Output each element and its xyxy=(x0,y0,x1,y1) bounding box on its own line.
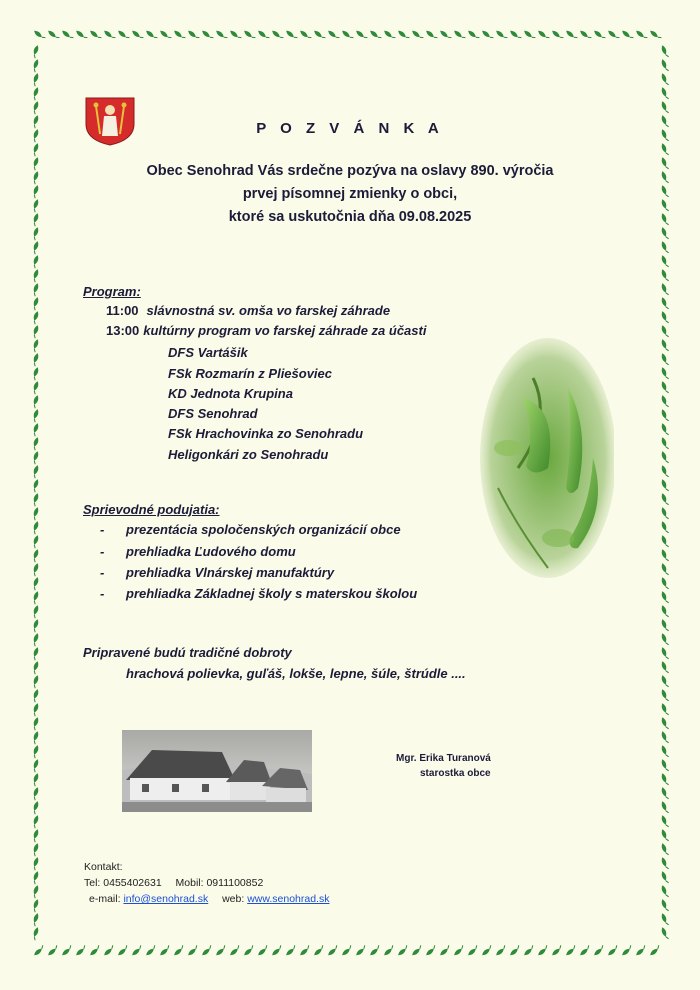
performer-item: FSk Hrachovinka zo Senohradu xyxy=(168,426,364,441)
program-text: slávnostná sv. omša vo farskej záhrade xyxy=(146,303,391,318)
border-leaf xyxy=(229,29,242,40)
border-leaf xyxy=(523,29,536,40)
border-leaf xyxy=(31,675,39,689)
border-leaf xyxy=(660,717,668,731)
border-leaf xyxy=(145,945,158,956)
border-leaf xyxy=(117,29,130,40)
border-leaf xyxy=(31,857,39,871)
border-leaf xyxy=(31,45,39,59)
border-leaf xyxy=(495,29,508,40)
border-leaf xyxy=(89,29,102,40)
border-leaf xyxy=(31,843,39,857)
border-leaf xyxy=(31,353,39,367)
event-item xyxy=(100,586,417,601)
event-text: prehliadka Vlnárskej manufaktúry xyxy=(126,565,335,580)
border-leaf xyxy=(159,945,172,956)
border-leaf xyxy=(31,605,39,619)
border-leaf xyxy=(31,731,39,745)
border-leaf xyxy=(439,945,452,956)
border-leaf xyxy=(660,507,668,521)
border-leaf xyxy=(159,29,172,40)
border-leaf xyxy=(607,29,620,40)
border-leaf xyxy=(660,661,668,675)
border-leaf xyxy=(660,619,668,633)
border-leaf xyxy=(660,591,668,605)
border-leaf xyxy=(411,945,424,956)
tel-value: 0455402631 xyxy=(103,877,162,889)
border-leaf xyxy=(565,945,578,956)
event-text: prehliadka Základnej školy s materskou školou xyxy=(126,586,418,601)
border-leaf xyxy=(299,29,312,40)
contact-phones xyxy=(84,877,263,889)
border-leaf xyxy=(355,29,368,40)
border-leaf xyxy=(660,885,668,899)
border-leaf xyxy=(660,787,668,801)
bullet: - xyxy=(100,586,105,601)
border-leaf xyxy=(660,605,668,619)
contact-heading: Kontakt: xyxy=(84,861,123,873)
border-leaf xyxy=(285,29,298,40)
border-leaf xyxy=(660,689,668,703)
performer-item: KD Jednota Krupina xyxy=(168,386,293,401)
border-leaf xyxy=(660,913,668,927)
border-leaf xyxy=(31,829,39,843)
border-leaf xyxy=(425,945,438,956)
border-leaf xyxy=(660,101,668,115)
border-leaf xyxy=(660,59,668,73)
program-time: 13:00 xyxy=(106,323,140,338)
border-leaf xyxy=(660,871,668,885)
border-leaf xyxy=(33,29,46,40)
border-leaf xyxy=(660,493,668,507)
border-leaf xyxy=(31,703,39,717)
border-leaf xyxy=(31,535,39,549)
border-leaf xyxy=(173,945,186,956)
border-leaf xyxy=(31,815,39,829)
border-leaf xyxy=(31,507,39,521)
border-leaf xyxy=(453,29,466,40)
border-leaf xyxy=(579,29,592,40)
performer-item: DFS Vartášik xyxy=(168,345,248,360)
border-leaf xyxy=(31,297,39,311)
border-leaf xyxy=(660,143,668,157)
border-leaf xyxy=(551,29,564,40)
event-item xyxy=(100,565,334,580)
border-leaf xyxy=(481,29,494,40)
event-item xyxy=(100,544,296,559)
border-leaf xyxy=(187,29,200,40)
border-leaf xyxy=(660,437,668,451)
border-leaf xyxy=(31,311,39,325)
border-leaf xyxy=(579,945,592,956)
performer-item: FSk Rozmarín z Pliešoviec xyxy=(168,366,333,381)
food-list: hrachová polievka, guľáš, lokše, lepne, šúle, štrúdle .... xyxy=(126,666,466,681)
border-leaf xyxy=(257,945,270,956)
border-leaf xyxy=(31,269,39,283)
border-leaf xyxy=(173,29,186,40)
border-leaf xyxy=(31,745,39,759)
border-leaf xyxy=(660,759,668,773)
border-leaf xyxy=(660,339,668,353)
mayor-role: starostka obce xyxy=(420,768,491,779)
event-text: prehliadka Ľudového domu xyxy=(126,544,296,559)
performer-item: DFS Senohrad xyxy=(168,406,258,421)
border-leaf xyxy=(537,29,550,40)
border-leaf xyxy=(187,945,200,956)
border-leaf xyxy=(327,945,340,956)
border-leaf xyxy=(31,773,39,787)
border-leaf xyxy=(621,945,634,956)
border-leaf xyxy=(660,325,668,339)
border-leaf xyxy=(660,843,668,857)
bullet: - xyxy=(100,565,105,580)
border-leaf xyxy=(341,945,354,956)
border-leaf xyxy=(660,549,668,563)
border-leaf xyxy=(660,731,668,745)
border-leaf xyxy=(31,409,39,423)
border-leaf xyxy=(660,45,668,59)
border-leaf xyxy=(89,945,102,956)
border-leaf xyxy=(31,87,39,101)
email-link[interactable]: info@senohrad.sk xyxy=(123,893,209,905)
border-leaf xyxy=(47,29,60,40)
border-leaf xyxy=(31,661,39,675)
border-leaf xyxy=(660,409,668,423)
border-leaf xyxy=(660,563,668,577)
border-leaf xyxy=(660,87,668,101)
border-leaf xyxy=(660,241,668,255)
border-leaf xyxy=(285,945,298,956)
border-leaf xyxy=(145,29,158,40)
border-leaf xyxy=(660,633,668,647)
page-title: P O Z V Á N K A xyxy=(256,120,444,137)
border-leaf xyxy=(103,945,116,956)
border-leaf xyxy=(31,591,39,605)
border-leaf xyxy=(660,535,668,549)
border-leaf xyxy=(271,29,284,40)
border-leaf xyxy=(31,871,39,885)
border-leaf xyxy=(31,255,39,269)
border-leaf xyxy=(31,59,39,73)
border-leaf xyxy=(509,29,522,40)
border-leaf xyxy=(31,521,39,535)
tel-label: Tel: xyxy=(84,877,101,889)
border-leaf xyxy=(660,353,668,367)
border-leaf xyxy=(341,29,354,40)
border-leaf xyxy=(551,945,564,956)
border-leaf xyxy=(31,381,39,395)
border-leaf xyxy=(635,29,648,40)
intro-line: ktoré sa uskutočnia dňa 09.08.2025 xyxy=(228,209,472,225)
border-leaf xyxy=(660,451,668,465)
border-leaf xyxy=(660,927,668,941)
border-leaf xyxy=(660,675,668,689)
border-leaf xyxy=(660,73,668,87)
border-leaf xyxy=(439,29,452,40)
border-leaf xyxy=(660,465,668,479)
border-leaf xyxy=(31,143,39,157)
border-leaf xyxy=(660,311,668,325)
border-leaf xyxy=(495,945,508,956)
border-leaf xyxy=(660,577,668,591)
border-leaf xyxy=(75,945,88,956)
border-leaf xyxy=(31,885,39,899)
program-time: 11:00 xyxy=(106,303,139,318)
border-leaf xyxy=(660,269,668,283)
border-leaf xyxy=(103,29,116,40)
bullet: - xyxy=(100,522,105,537)
border-leaf xyxy=(660,829,668,843)
border-leaf xyxy=(31,633,39,647)
border-leaf xyxy=(660,367,668,381)
border-leaf xyxy=(33,945,46,956)
border-leaf xyxy=(31,479,39,493)
border-leaf xyxy=(660,297,668,311)
border-leaf xyxy=(61,29,74,40)
program-text: kultúrny program vo farskej záhrade za účasti xyxy=(143,323,427,338)
border-leaf xyxy=(397,945,410,956)
intro-text xyxy=(0,160,700,229)
bullet: - xyxy=(100,544,105,559)
border-leaf xyxy=(467,945,480,956)
border-leaf xyxy=(593,29,606,40)
border-leaf xyxy=(61,945,74,956)
border-leaf xyxy=(660,255,668,269)
border-leaf xyxy=(31,899,39,913)
border-leaf xyxy=(313,945,326,956)
border-leaf xyxy=(31,73,39,87)
border-leaf xyxy=(621,29,634,40)
border-leaf xyxy=(31,465,39,479)
border-leaf xyxy=(31,339,39,353)
border-leaf xyxy=(31,787,39,801)
border-leaf xyxy=(649,945,662,956)
border-leaf xyxy=(299,945,312,956)
border-leaf xyxy=(523,945,536,956)
border-leaf xyxy=(131,945,144,956)
border-leaf xyxy=(31,325,39,339)
border-leaf xyxy=(31,367,39,381)
border-leaf xyxy=(243,29,256,40)
border-leaf xyxy=(31,241,39,255)
border-leaf xyxy=(649,29,662,40)
program-item xyxy=(106,323,426,338)
border-leaf xyxy=(660,703,668,717)
border-leaf xyxy=(660,283,668,297)
border-leaf xyxy=(660,521,668,535)
border-leaf xyxy=(509,945,522,956)
border-leaf xyxy=(31,451,39,465)
border-leaf xyxy=(47,945,60,956)
border-leaf xyxy=(607,945,620,956)
border-leaf xyxy=(660,395,668,409)
border-leaf xyxy=(660,647,668,661)
border-leaf xyxy=(355,945,368,956)
border-leaf xyxy=(660,815,668,829)
border-leaf xyxy=(201,945,214,956)
program-heading: Program: xyxy=(83,284,141,299)
border-leaf xyxy=(660,899,668,913)
border-leaf xyxy=(397,29,410,40)
border-leaf xyxy=(31,927,39,941)
border-leaf xyxy=(75,29,88,40)
border-leaf xyxy=(481,945,494,956)
mobil-value: 0911100852 xyxy=(206,877,264,889)
border-leaf xyxy=(327,29,340,40)
peas-photo xyxy=(478,338,614,578)
border-leaf xyxy=(271,945,284,956)
border-leaf xyxy=(31,549,39,563)
border-leaf xyxy=(467,29,480,40)
program-item xyxy=(106,303,390,318)
border-leaf xyxy=(660,801,668,815)
border-leaf xyxy=(201,29,214,40)
border-leaf xyxy=(31,619,39,633)
mayor-name: Mgr. Erika Turanová xyxy=(396,753,491,764)
border-leaf xyxy=(31,493,39,507)
border-leaf xyxy=(31,563,39,577)
border-leaf xyxy=(31,913,39,927)
email-label: e-mail: xyxy=(89,893,121,905)
border-leaf xyxy=(257,29,270,40)
border-leaf xyxy=(243,945,256,956)
mobil-label: Mobil: xyxy=(175,877,204,889)
border-leaf xyxy=(313,29,326,40)
border-leaf xyxy=(537,945,550,956)
border-leaf xyxy=(31,647,39,661)
border-leaf xyxy=(215,29,228,40)
border-leaf xyxy=(660,479,668,493)
border-leaf xyxy=(215,945,228,956)
border-leaf xyxy=(660,773,668,787)
border-leaf xyxy=(31,101,39,115)
border-leaf xyxy=(453,945,466,956)
contact-online xyxy=(89,893,329,905)
border-leaf xyxy=(229,945,242,956)
border-leaf xyxy=(31,437,39,451)
food-intro: Pripravené budú tradičné dobroty xyxy=(83,645,292,660)
border-leaf xyxy=(593,945,606,956)
border-leaf xyxy=(31,395,39,409)
border-leaf xyxy=(660,857,668,871)
border-leaf xyxy=(31,717,39,731)
border-leaf xyxy=(31,801,39,815)
border-leaf xyxy=(565,29,578,40)
border-leaf xyxy=(425,29,438,40)
event-text: prezentácia spoločenských organizácií obce xyxy=(126,522,401,537)
border-leaf xyxy=(369,29,382,40)
web-link[interactable]: www.senohrad.sk xyxy=(247,893,330,905)
border-leaf xyxy=(660,381,668,395)
intro-line: prvej písomnej zmienky o obci, xyxy=(242,186,458,202)
border-leaf xyxy=(31,423,39,437)
border-leaf xyxy=(383,29,396,40)
border-leaf xyxy=(383,945,396,956)
border-leaf xyxy=(31,577,39,591)
border-leaf xyxy=(117,945,130,956)
border-leaf xyxy=(660,423,668,437)
folk-house-photo xyxy=(122,730,312,812)
border-leaf xyxy=(635,945,648,956)
event-item xyxy=(100,522,401,537)
border-leaf xyxy=(660,745,668,759)
events-heading: Sprievodné podujatia: xyxy=(83,502,220,517)
border-leaf xyxy=(31,759,39,773)
web-label: web: xyxy=(222,893,245,905)
intro-line: Obec Senohrad Vás srdečne pozýva na oslavy 890. výročia xyxy=(146,163,554,179)
border-leaf xyxy=(411,29,424,40)
performer-item: Heligonkári zo Senohradu xyxy=(168,447,329,462)
border-leaf xyxy=(31,689,39,703)
border-leaf xyxy=(31,283,39,297)
border-leaf xyxy=(131,29,144,40)
border-leaf xyxy=(369,945,382,956)
